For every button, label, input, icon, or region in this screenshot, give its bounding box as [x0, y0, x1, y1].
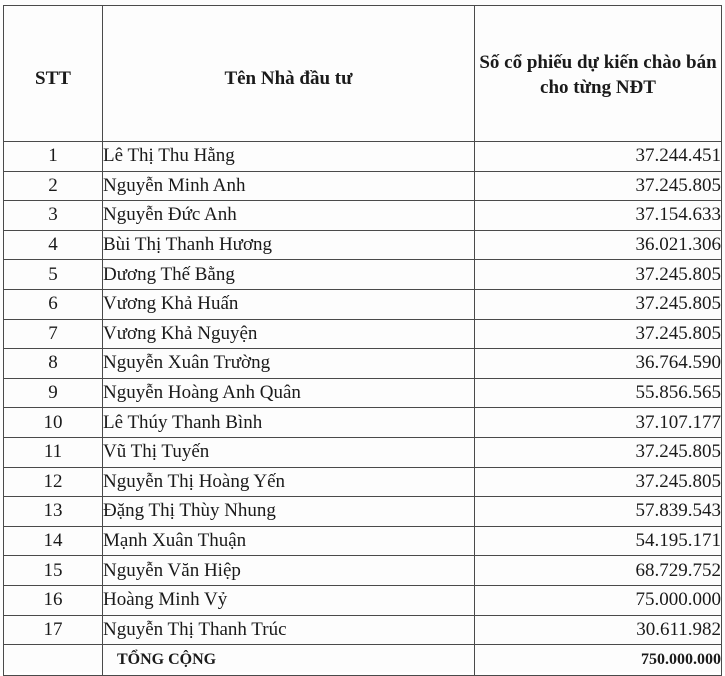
row-shares: 68.729.752: [475, 556, 722, 586]
row-investor-name: Nguyễn Hoàng Anh Quân: [103, 378, 475, 408]
row-stt: 15: [4, 556, 103, 586]
row-investor-name: Nguyễn Xuân Trường: [103, 349, 475, 379]
row-stt: 9: [4, 378, 103, 408]
row-shares: 37.154.633: [475, 201, 722, 231]
table-row: [4, 230, 722, 260]
table-row: [4, 201, 722, 231]
header-investor-name: Tên Nhà đầu tư: [103, 6, 475, 142]
row-investor-name: Vũ Thị Tuyến: [103, 437, 475, 467]
row-shares: 36.021.306: [475, 230, 722, 260]
row-shares: 37.245.805: [475, 319, 722, 349]
row-stt: 1: [4, 142, 103, 172]
table-row: [4, 289, 722, 319]
row-shares: 37.245.805: [475, 260, 722, 290]
row-stt: 13: [4, 497, 103, 527]
table-row: [4, 615, 722, 645]
table-row: [4, 142, 722, 172]
row-stt: 17: [4, 615, 103, 645]
row-stt: 10: [4, 408, 103, 438]
row-stt: 7: [4, 319, 103, 349]
row-stt: 8: [4, 349, 103, 379]
row-shares: 36.764.590: [475, 349, 722, 379]
row-stt: 4: [4, 230, 103, 260]
table-row: [4, 408, 722, 438]
table-row: [4, 349, 722, 379]
row-shares: 57.839.543: [475, 497, 722, 527]
row-investor-name: Nguyễn Minh Anh: [103, 171, 475, 201]
table-row: [4, 585, 722, 615]
row-shares: 75.000.000: [475, 585, 722, 615]
row-investor-name: Hoàng Minh Vỷ: [103, 585, 475, 615]
row-stt: 5: [4, 260, 103, 290]
total-shares: 750.000.000: [475, 645, 722, 676]
row-investor-name: Vương Khả Huấn: [103, 289, 475, 319]
row-investor-name: Nguyễn Văn Hiệp: [103, 556, 475, 586]
table-row: [4, 526, 722, 556]
total-stt-cell: [4, 645, 103, 676]
table-row: [4, 319, 722, 349]
header-stt: STT: [4, 6, 103, 142]
table-row: [4, 260, 722, 290]
row-stt: 2: [4, 171, 103, 201]
total-label: TỔNG CỘNG: [103, 645, 475, 676]
table-row: [4, 378, 722, 408]
row-stt: 11: [4, 437, 103, 467]
row-shares: 37.245.805: [475, 467, 722, 497]
row-shares: 30.611.982: [475, 615, 722, 645]
investor-share-table: [3, 5, 722, 676]
row-investor-name: Bùi Thị Thanh Hương: [103, 230, 475, 260]
table-header-row: [4, 6, 722, 142]
row-stt: 6: [4, 289, 103, 319]
row-investor-name: Đặng Thị Thùy Nhung: [103, 497, 475, 527]
row-investor-name: Lê Thúy Thanh Bình: [103, 408, 475, 438]
row-shares: 54.195.171: [475, 526, 722, 556]
header-shares: Số cổ phiếu dự kiến chào bán cho từng NĐT: [475, 6, 722, 142]
row-investor-name: Nguyễn Thị Hoàng Yến: [103, 467, 475, 497]
row-investor-name: Nguyễn Đức Anh: [103, 201, 475, 231]
row-investor-name: Nguyễn Thị Thanh Trúc: [103, 615, 475, 645]
table-row: [4, 497, 722, 527]
table-row: [4, 556, 722, 586]
row-shares: 37.245.805: [475, 171, 722, 201]
row-stt: 3: [4, 201, 103, 231]
table-row: [4, 437, 722, 467]
row-investor-name: Lê Thị Thu Hằng: [103, 142, 475, 172]
row-stt: 16: [4, 585, 103, 615]
row-shares: 37.245.805: [475, 289, 722, 319]
table-body: [4, 142, 722, 645]
row-investor-name: Vương Khả Nguyện: [103, 319, 475, 349]
table-row: [4, 171, 722, 201]
row-investor-name: Dương Thế Bằng: [103, 260, 475, 290]
row-stt: 12: [4, 467, 103, 497]
row-stt: 14: [4, 526, 103, 556]
row-shares: 37.245.805: [475, 437, 722, 467]
row-shares: 37.244.451: [475, 142, 722, 172]
row-shares: 37.107.177: [475, 408, 722, 438]
table-row: [4, 467, 722, 497]
row-shares: 55.856.565: [475, 378, 722, 408]
total-row: [4, 645, 722, 676]
row-investor-name: Mạnh Xuân Thuận: [103, 526, 475, 556]
